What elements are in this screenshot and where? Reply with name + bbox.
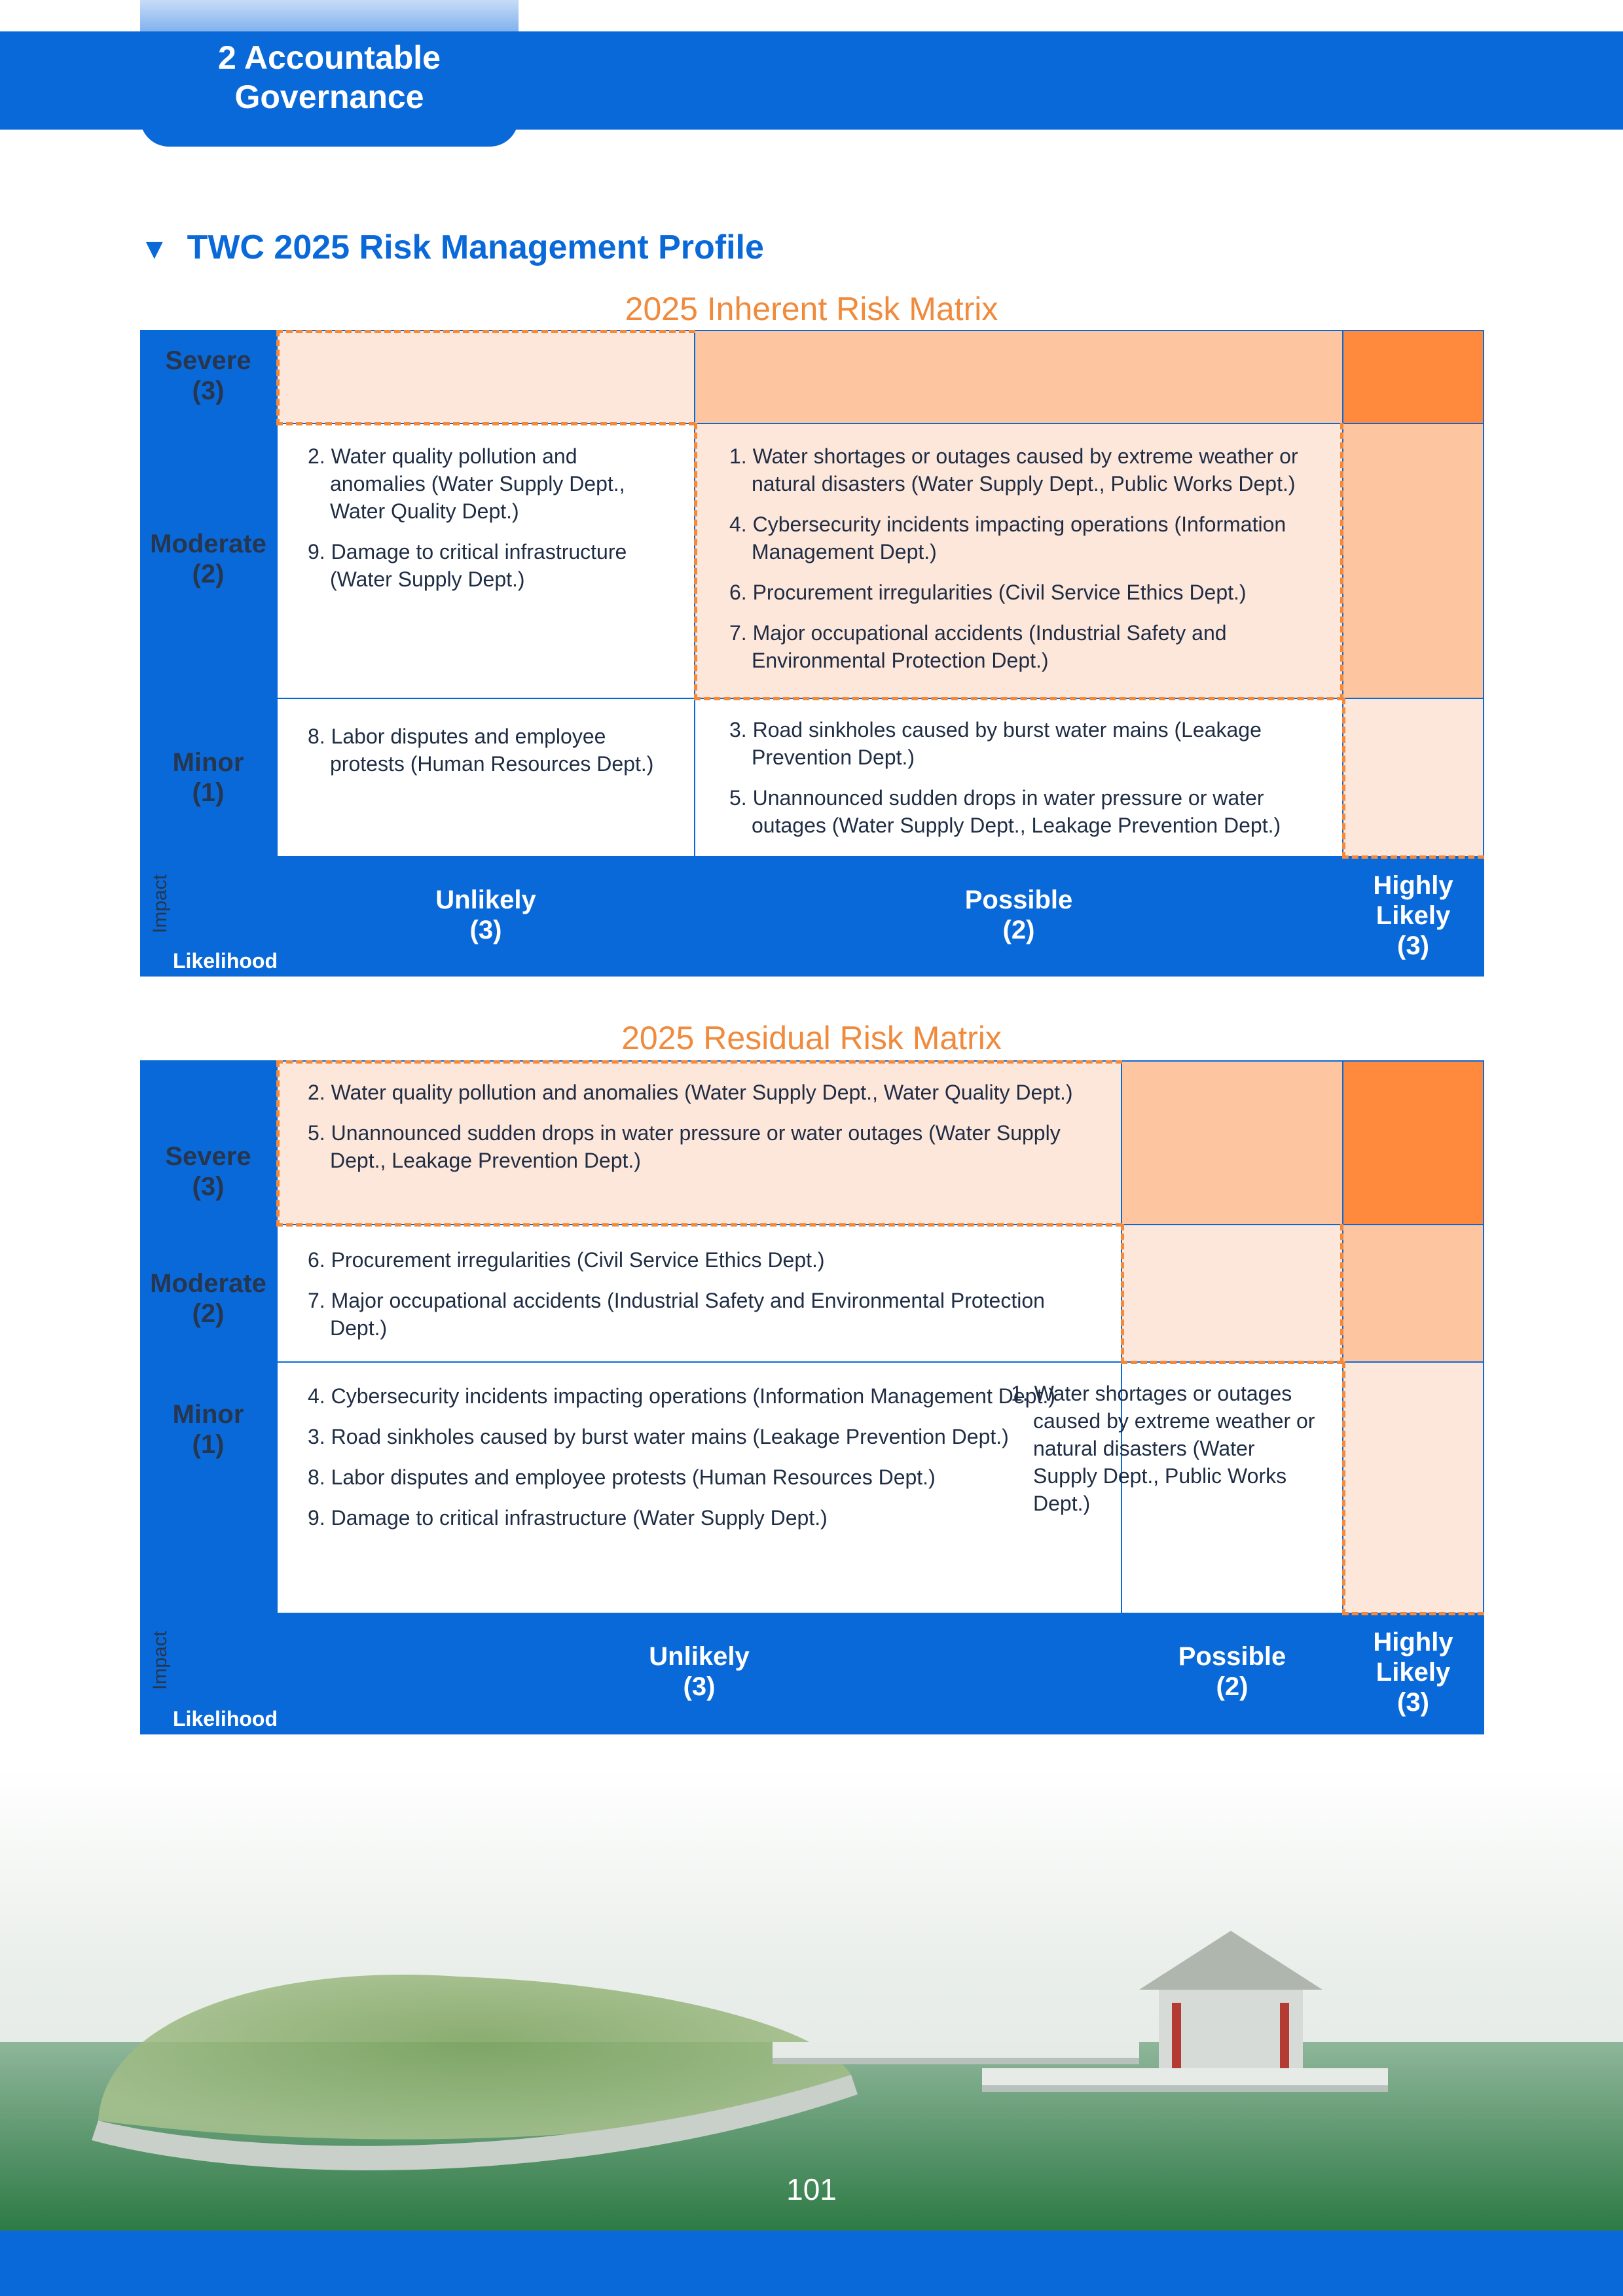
inherent-matrix-title: 2025 Inherent Risk Matrix (625, 291, 998, 327)
residual-cell-severe-highly-likely (1342, 1060, 1484, 1225)
row-label-severe: Severe (3) (165, 1142, 251, 1201)
col-label-highly-likely: Highly Likely (3) (1373, 871, 1453, 960)
likelihood-axis-label: Likelihood (173, 1707, 278, 1731)
list-item: 5. Unannounced sudden drops in water pressure or water outages (Water Supply Dept., Leakage Prevention Dept.) (308, 1121, 1061, 1172)
triangle-marker-icon: ▼ (140, 233, 169, 265)
list-item: 1. Water shortages or outages caused by extreme weather or natural disasters (Water Supply Dept., Public Works Dept.) (729, 444, 1298, 495)
row-label-severe: Severe (3) (165, 346, 251, 405)
inherent-list-moderate-unlikely (308, 442, 674, 606)
footer-band (0, 2231, 1623, 2296)
row-label-minor: Minor (1) (172, 748, 244, 807)
list-item: 9. Damage to critical infrastructure (Water Supply Dept.) (308, 540, 627, 591)
list-item: 4. Cybersecurity incidents impacting operations (Information Management Dept.) (729, 512, 1286, 564)
likelihood-axis-label: Likelihood (173, 949, 278, 973)
list-item: 8. Labor disputes and employee protests (Human Resources Dept.) (308, 1465, 936, 1489)
inherent-cell-severe-unlikely (276, 330, 695, 424)
inherent-cell-severe-possible (694, 330, 1343, 424)
list-item: 3. Road sinkholes caused by burst water mains (Leakage Prevention Dept.) (729, 718, 1262, 769)
residual-cell-moderate-highly-likely (1342, 1224, 1484, 1363)
list-item: 7. Major occupational accidents (Industrial Safety and Environmental Protection Dept.) (308, 1289, 1045, 1340)
list-item: 2. Water quality pollution and anomalies (Water Supply Dept., Water Quality Dept.) (308, 1081, 1073, 1104)
residual-cell-severe-possible (1121, 1060, 1343, 1225)
list-item: 7. Major occupational accidents (Industrial Safety and Environmental Protection Dept.) (729, 621, 1227, 672)
inherent-list-moderate-possible (729, 442, 1332, 687)
list-item: 3. Road sinkholes caused by burst water mains (Leakage Prevention Dept.) (308, 1425, 1009, 1448)
row-label-moderate: Moderate (2) (150, 1269, 266, 1328)
list-item: 1. Water shortages or outages caused by extreme weather or natural disasters (Water Supply Dept., Public Works Dept.) (1011, 1382, 1315, 1515)
residual-list-minor-unlikely (308, 1382, 1106, 1545)
section-title (140, 226, 764, 270)
row-label-minor: Minor (1) (172, 1400, 244, 1459)
col-label-possible: Possible (2) (1178, 1642, 1286, 1701)
inherent-cell-severe-highly-likely (1342, 330, 1484, 424)
chapter-title: 2 Accountable Governance (218, 39, 441, 115)
list-item: 5. Unannounced sudden drops in water pressure or water outages (Water Supply Dept., Leakage Prevention Dept.) (729, 786, 1281, 837)
row-label-moderate: Moderate (2) (150, 529, 266, 588)
col-label-possible: Possible (2) (964, 886, 1073, 944)
list-item: 6. Procurement irregularities (Civil Service Ethics Dept.) (729, 581, 1247, 604)
inherent-cell-minor-highly-likely (1342, 698, 1484, 857)
impact-axis-label: Impact (149, 874, 171, 933)
section-title-text: TWC 2025 Risk Management Profile (187, 228, 764, 266)
col-label-unlikely: Unlikely (3) (435, 886, 536, 944)
residual-list-minor-possible-content (1011, 1380, 1319, 1530)
page-number: 101 (786, 2172, 837, 2206)
list-item: 8. Labor disputes and employee protests (Human Resources Dept.) (308, 725, 654, 776)
residual-cell-moderate-possible (1121, 1224, 1343, 1363)
list-item: 6. Procurement irregularities (Civil Service Ethics Dept.) (308, 1248, 825, 1272)
col-label-highly-likely: Highly Likely (3) (1373, 1628, 1453, 1717)
residual-cell-minor-highly-likely (1342, 1361, 1484, 1614)
inherent-cell-moderate-highly-likely (1342, 423, 1484, 699)
impact-axis-label: Impact (149, 1630, 171, 1690)
list-item: 4. Cybersecurity incidents impacting operations (Information Management Dept.) (308, 1384, 1055, 1408)
lake-landscape-image (0, 1767, 1623, 2231)
inherent-list-minor-possible (729, 716, 1332, 852)
residual-list-moderate-unlikely (308, 1246, 1106, 1355)
list-item: 9. Damage to critical infrastructure (Water Supply Dept.) (308, 1506, 828, 1530)
list-item: 2. Water quality pollution and anomalies (Water Supply Dept., Water Quality Dept.) (308, 444, 625, 523)
residual-matrix-title: 2025 Residual Risk Matrix (621, 1020, 1002, 1056)
col-label-unlikely: Unlikely (3) (649, 1642, 750, 1701)
inherent-risk-matrix (140, 330, 1484, 977)
header-tab-highlight (140, 0, 519, 33)
inherent-list-minor-unlikely (308, 723, 674, 791)
residual-list-severe-unlikely (308, 1079, 1106, 1187)
